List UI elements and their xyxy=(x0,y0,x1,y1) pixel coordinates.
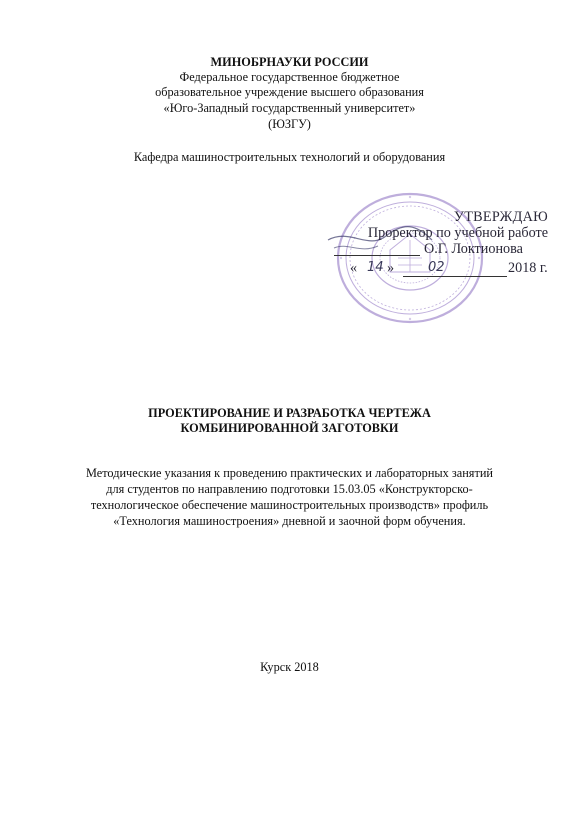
signature-line xyxy=(334,255,420,256)
month-line xyxy=(403,276,507,277)
org-line-3: «Юго-Западный государственный университет» xyxy=(163,101,416,115)
org-abbreviation: (ЮЗГУ) xyxy=(268,117,311,131)
document-title-line-1: ПРОЕКТИРОВАНИЕ И РАЗРАБОТКА ЧЕРТЕЖА xyxy=(148,406,431,420)
city-year: Курск 2018 xyxy=(260,660,319,674)
description-line-3: технологическое обеспечение машиностроительных производств» профиль xyxy=(90,498,489,512)
approver-name: О.Г. Локтионова xyxy=(424,241,523,257)
ministry-name: МИНОБРНАУКИ РОССИИ xyxy=(210,55,369,69)
date-open-quote: « xyxy=(350,260,358,276)
org-line-2: образовательное учреждение высшего образования xyxy=(155,85,424,99)
approval-heading: УТВЕРЖДАЮ xyxy=(453,209,548,225)
description-line-2: для студентов по направлению подготовки 15.03.05 «Конструкторско- xyxy=(106,482,473,496)
department-name: Кафедра машиностроительных технологий и оборудования xyxy=(133,150,446,164)
approver-role: Проректор по учебной работе xyxy=(367,225,548,241)
description-line-1: Методические указания к проведению практических и лабораторных занятий xyxy=(85,466,493,480)
approval-block xyxy=(320,188,560,328)
approval-year: 2018 г. xyxy=(508,260,548,276)
document-title-line-2: КОМБИНИРОВАННОЙ ЗАГОТОВКИ xyxy=(180,421,399,435)
date-close-quote: » xyxy=(387,260,395,276)
approval-day: 14 xyxy=(367,260,384,275)
description-line-4: «Технология машиностроения» дневной и заочной форм обучения. xyxy=(113,514,466,528)
org-line-1: Федеральное государственное бюджетное xyxy=(179,70,400,84)
approval-month: 02 xyxy=(428,260,445,275)
